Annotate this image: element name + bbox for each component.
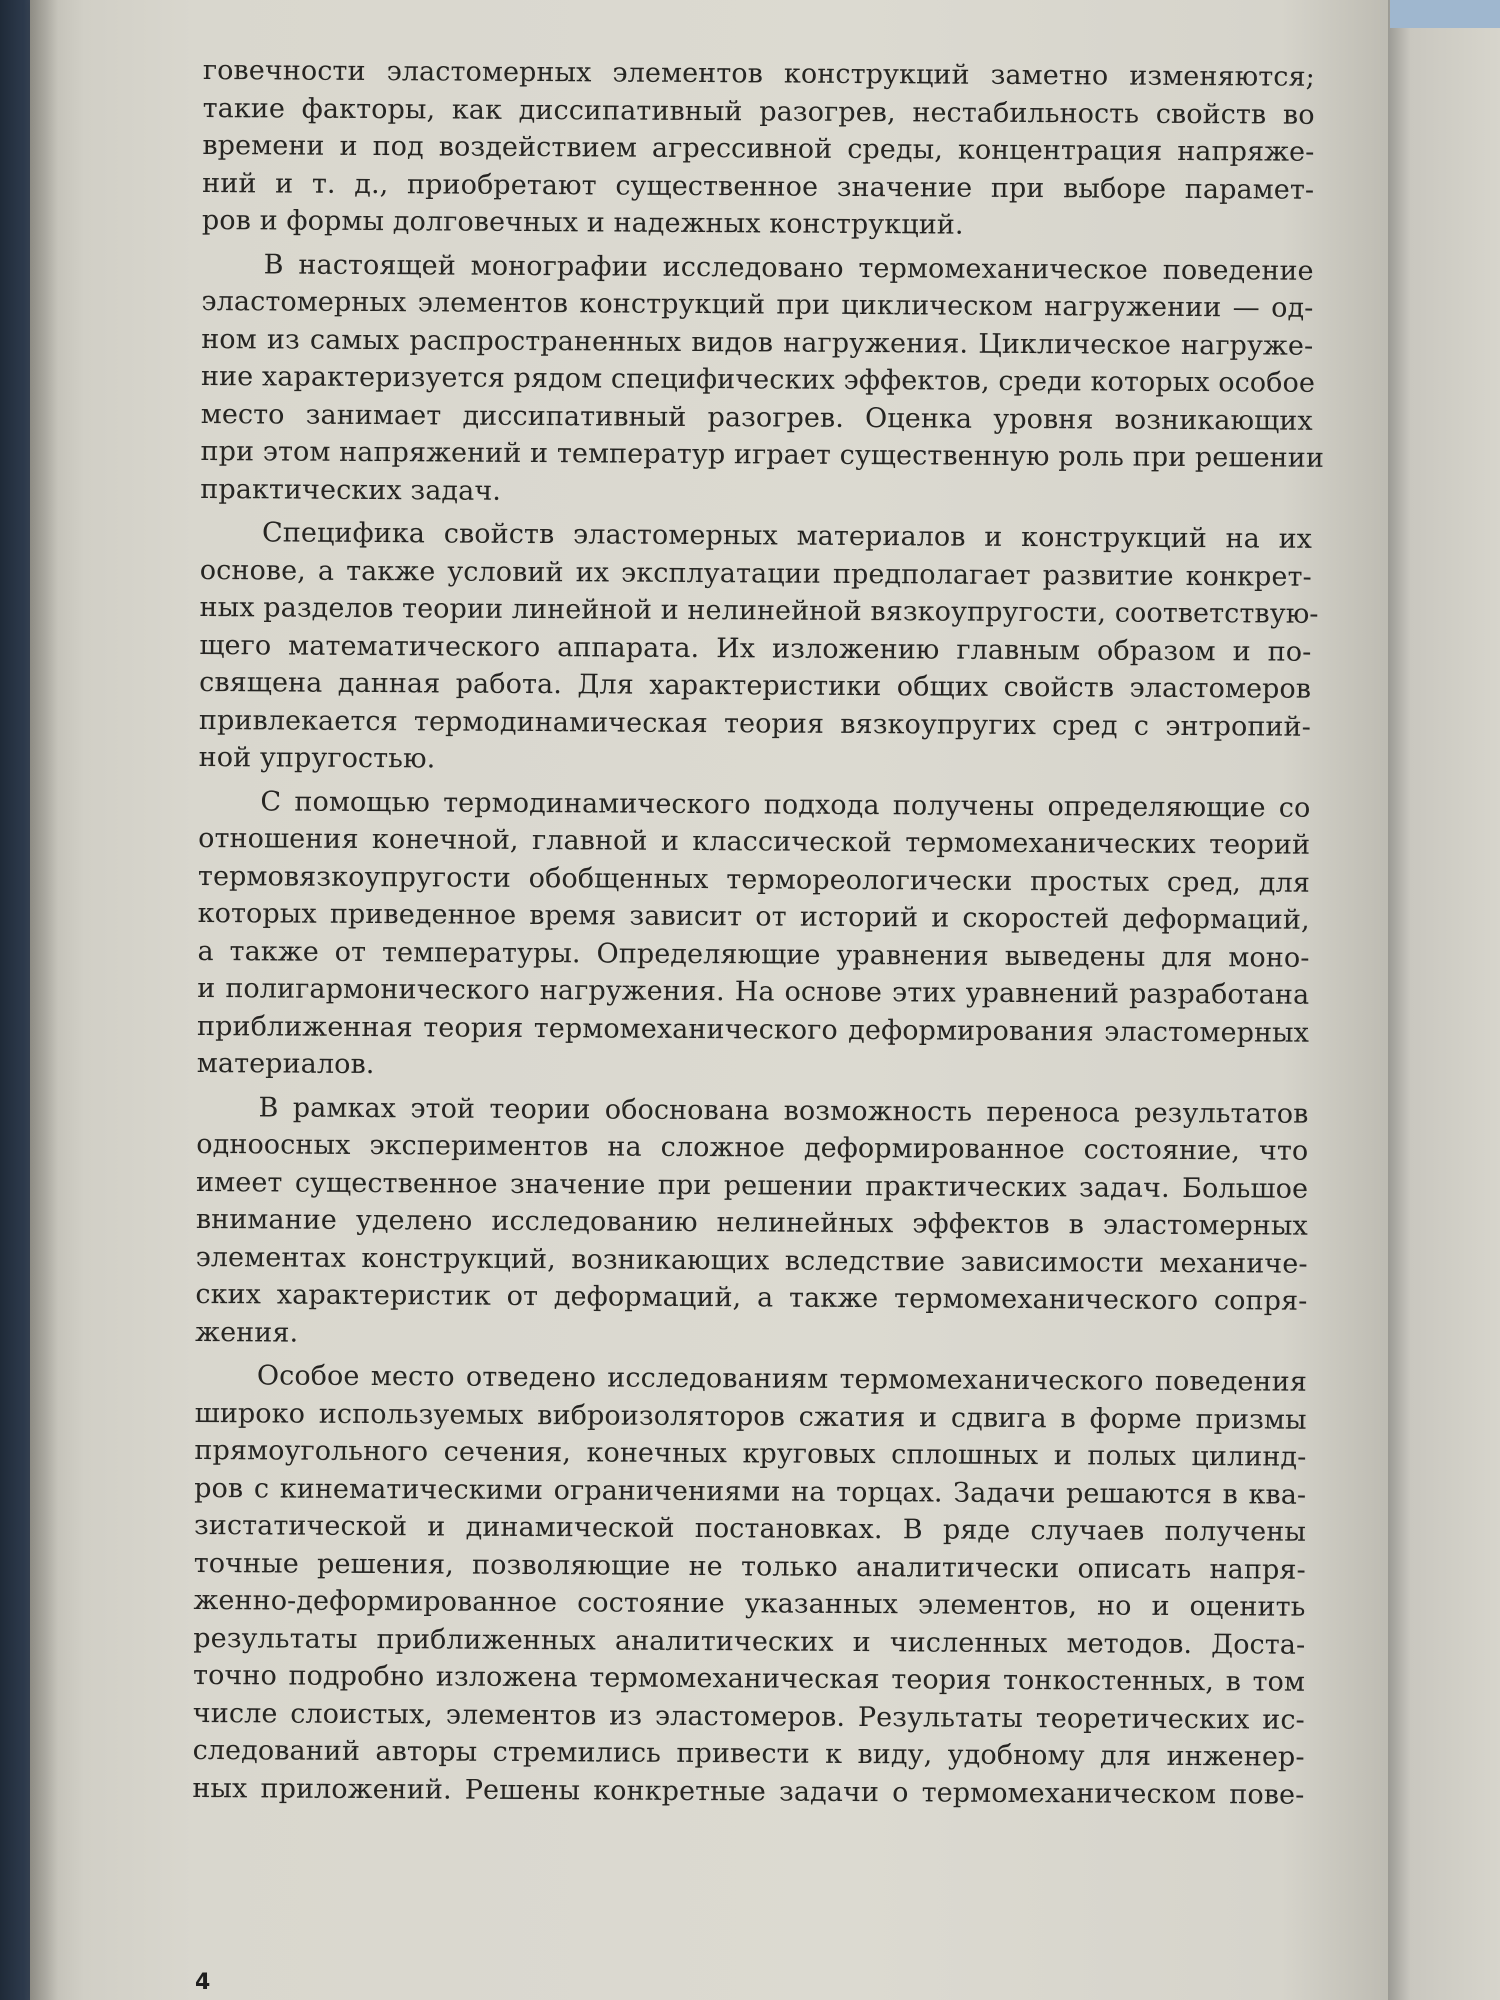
body-text: [192, 52, 1325, 1820]
text-line: материалов.: [196, 1047, 375, 1081]
text-line: одноосных экспериментов на сложное деформированное состояние, что: [196, 1128, 1309, 1167]
text-line: Специфика свойств эластомерных материалов и конструкций на их: [261, 517, 1313, 555]
text-line: времени и под воздействием агрессивной среды, концентрация напряже-: [202, 129, 1315, 168]
text-line: ских характеристик от деформаций, а также термомеханического сопря-: [195, 1278, 1308, 1317]
text-line: следований авторы стремились привести к виду, удобному для инженер-: [192, 1734, 1305, 1773]
text-line: имеет существенное значение при решении практических задач. Большое: [196, 1166, 1309, 1205]
text-line: ний и т. д., приобретают существенное значение при выборе парамет-: [202, 167, 1315, 206]
text-line: ров с кинематическими ограничениями на торцах. Задачи решаются в ква-: [194, 1472, 1307, 1511]
page-gutter-shadow: [30, 0, 58, 2000]
text-line: С помощью термодинамического подхода получены определяющие со: [260, 785, 1311, 824]
text-line: такие факторы, как диссипативный разогрев, нестабильность свойств во: [202, 92, 1315, 131]
paragraph: [192, 1357, 1307, 1814]
text-line: ров и формы долговечных и надежных конструкций.: [201, 204, 964, 241]
text-line: ной упругостью.: [198, 741, 436, 775]
text-line: прямоугольного сечения, конечных круговых сплошных и полых цилинд-: [194, 1434, 1307, 1473]
paragraph: [198, 514, 1319, 783]
facing-page-edge: [1388, 0, 1500, 2000]
text-line: точные решения, позволяющие не только аналитически описать напря-: [193, 1547, 1306, 1586]
text-line: отношения конечной, главной и классической термомеханических теорий: [198, 822, 1311, 861]
text-line: зистатической и динамической постановках. В ряде случаев получены: [193, 1509, 1307, 1548]
text-line: В настоящей монографии исследовано термомеханическое поведение: [263, 248, 1314, 287]
text-line: эластомерных элементов конструкций при циклическом нагружении — од-: [201, 285, 1314, 324]
paragraph: [195, 1088, 1309, 1357]
text-line: практических задач.: [200, 473, 502, 507]
paragraph: [200, 245, 1325, 514]
text-line: термовязкоупругости обобщенных термореологически простых сред, для: [197, 860, 1311, 899]
text-line: приближенная теория термомеханического деформирования эластомерных: [196, 1010, 1310, 1049]
paragraph: [197, 782, 1311, 1089]
text-line: основе, а также условий их эксплуатации предполагает развитие конкрет-: [199, 554, 1312, 593]
text-line: женно-деформированное состояние указанных элементов, но и оценить: [193, 1584, 1306, 1623]
text-line: Особое место отведено исследованиям термомеханического поведения: [256, 1360, 1307, 1398]
text-line: элементах конструкций, возникающих вследствие зависимости механиче-: [195, 1241, 1308, 1280]
text-line: жения.: [195, 1316, 299, 1349]
page-number: 4: [195, 1970, 211, 1995]
text-line: священа данная работа. Для характеристики общих свойств эластомеров: [199, 666, 1312, 705]
text-line: ных разделов теории линейной и нелинейной вязкоупругости, соответствую-: [199, 591, 1319, 630]
text-line: ние характеризуется рядом специфических эффектов, среди которых особое: [200, 360, 1316, 399]
text-line: место занимает диссипативный разогрев. Оценка уровня возникающих: [200, 398, 1313, 437]
text-line: щего математического аппарата. Их изложению главным образом и по-: [199, 629, 1312, 668]
text-line: и полигармонического нагружения. На основе этих уравнений разработана: [197, 972, 1310, 1011]
text-line: результаты приближенных аналитических и численных методов. Доста-: [193, 1622, 1306, 1661]
text-line: при этом напряжений и температур играет существенную роль при решении: [200, 435, 1325, 474]
text-line: которых приведенное время зависит от историй и скоростей деформаций,: [197, 897, 1310, 936]
paragraph: [202, 52, 1315, 246]
text-line: точно подробно изложена термомеханическая теория тонкостенных, в том: [192, 1659, 1306, 1698]
text-line: В рамках этой теории обоснована возможность переноса результатов: [258, 1091, 1309, 1130]
text-line: широко используемых виброизоляторов сжатия и сдвига в форме призмы: [194, 1397, 1307, 1436]
text-line: внимание уделено исследованию нелинейных эффектов в эластомерных: [195, 1203, 1308, 1242]
text-line: привлекается термодинамическая теория вязкоупругих сред с энтропий-: [198, 704, 1311, 743]
text-line: ном из самых распространенных видов нагружения. Циклическое нагруже-: [201, 323, 1314, 362]
text-line: ных приложений. Решены конкретные задачи о термомеханическом пове-: [192, 1772, 1305, 1811]
text-line: говечности эластомерных элементов конструкций заметно изменяются;: [202, 54, 1315, 93]
text-line: числе слоистых, элементов из эластомеров. Результаты теоретических ис-: [192, 1697, 1305, 1736]
text-line: а также от температуры. Определяющие уравнения выведены для моно-: [197, 935, 1310, 974]
background-strip: [1390, 0, 1500, 28]
